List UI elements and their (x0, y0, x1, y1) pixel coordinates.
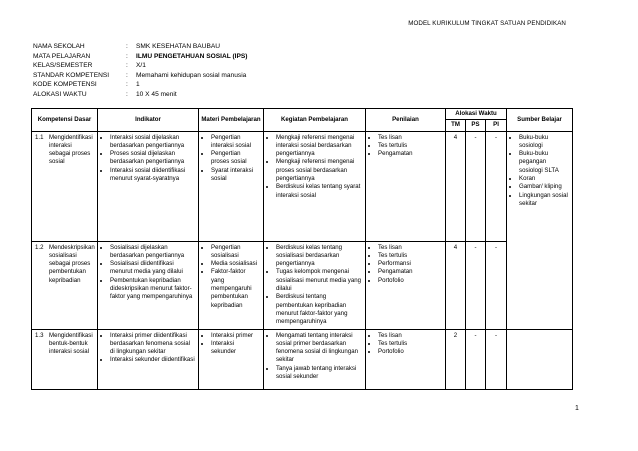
penilaian-item: • Pengamatan (378, 150, 442, 158)
meta-colon: : (126, 81, 128, 88)
indikator-item: • Interaksi sosial dijelaskan berdasarkan pengertiannya (110, 134, 195, 151)
indikator-cell (98, 131, 199, 241)
meta-colon: : (126, 71, 128, 79)
materi-cell (199, 329, 264, 389)
kegiatan-item: • Berdiskusi kelas tentang syarat interaksi sosial (276, 183, 362, 200)
kd-number: 1.1 (35, 133, 44, 141)
indikator-item: • Interaksi primer diidentifikasi berdasarkan fenomena sosial di lingkungan sekitar (110, 332, 195, 357)
ps-cell: - (466, 241, 486, 329)
materi-list (202, 244, 260, 310)
kompetensi-dasar-cell (32, 131, 98, 241)
kegiatan-list (267, 134, 362, 200)
indikator-item: • Interaksi sosial diidentifikasi menurut syarat-syaratnya (110, 167, 195, 184)
kegiatan-list (267, 332, 362, 382)
kegiatan-item: • Mengamati tentang interaksi sosial primer berdasarkan fenomena sosial di lingkungan sekitar (276, 332, 362, 365)
materi-item: • Syarat interaksi sosial (211, 167, 260, 184)
penilaian-item: • Tes tertulis (378, 142, 442, 150)
materi-cell (199, 241, 264, 329)
penilaian-item: • Portofolio (378, 348, 442, 356)
penilaian-item: • Portofolio (378, 277, 442, 285)
kegiatan-item: • Mengkaji referensi mengenai interaksi sosial berdasarkan pengertiannya (276, 134, 362, 159)
header-materi: Materi Pembelajaran (199, 109, 264, 132)
materi-item: • Pengertian proses sosial (211, 150, 260, 167)
pi-cell: - (486, 241, 507, 329)
indikator-item: • Sosialisasi diidentifikasi menurut media yang dilalui (110, 260, 195, 277)
penilaian-cell (366, 241, 446, 329)
indikator-item: • Pembentukan kepribadian dideskripsikan menurut faktor-faktor yang mempengaruhinya (110, 277, 195, 302)
table-row (32, 241, 573, 329)
indikator-list (101, 134, 195, 184)
header-kompetensi-dasar: Kompetensi Dasar (32, 109, 98, 132)
meta-key: KELAS/SEMESTER (33, 62, 93, 69)
kegiatan-item: • Tanya jawab tentang interaksi sosial sekunder (276, 365, 362, 382)
penilaian-cell (366, 329, 446, 389)
kegiatan-item: • Tugas kelompok mengenai sosialisasi menurut media yang dilalui (276, 268, 362, 293)
syllabus-meta (33, 42, 248, 99)
header-sumber-belajar: Sumber Belajar (507, 109, 573, 132)
indikator-cell (98, 241, 199, 329)
header-tm: TM (446, 120, 466, 131)
sumber-belajar-cell (507, 329, 573, 389)
meta-colon: : (126, 90, 128, 98)
meta-value: Memahami kehidupan sosial manusia (136, 71, 247, 79)
penilaian-item: • Tes lisan (378, 244, 442, 252)
materi-item: • Media sosialisasi (211, 260, 260, 268)
tm-cell: 4 (446, 241, 466, 329)
meta-colon: : (126, 52, 128, 60)
kegiatan-cell (264, 131, 366, 241)
meta-value: 1 (136, 81, 140, 88)
meta-row (33, 90, 248, 100)
kegiatan-cell (264, 329, 366, 389)
meta-colon: : (126, 43, 128, 50)
header-alokasi-waktu: Alokasi Waktu (446, 109, 507, 120)
meta-value: SMK KESEHATAN BAUBAU (136, 43, 221, 50)
header-indikator: Indikator (98, 109, 199, 132)
ps-cell: - (466, 329, 486, 389)
penilaian-item: • Tes tertulis (378, 252, 442, 260)
sumber-item: • Buku-buku pegangan sosiologi SLTA (519, 150, 569, 175)
table-row (32, 329, 573, 389)
ps-cell: - (466, 131, 486, 241)
kd-number: 1.3 (35, 331, 44, 339)
kompetensi-dasar-cell (32, 241, 98, 329)
materi-item: • Faktor-faktor yang mempengaruhi pembentukan kepribadian (211, 268, 260, 309)
indikator-list (101, 244, 195, 302)
penilaian-item: • Tes lisan (378, 134, 442, 142)
meta-row (33, 80, 248, 90)
meta-row (33, 61, 248, 71)
meta-value: ILMU PENGETAHUAN SOSIAL (IPS) (136, 52, 248, 60)
pi-cell: - (486, 131, 507, 241)
meta-row (33, 71, 248, 81)
sumber-list (510, 134, 569, 209)
materi-item: • Interaksi sekunder (211, 340, 260, 357)
header-penilaian: Penilaian (366, 109, 446, 132)
meta-value: 10 X 45 menit (136, 90, 177, 98)
kegiatan-list (267, 244, 362, 327)
kegiatan-item: • Mengkaji referensi mengenai proses sosial berdasarkan pengertiannya (276, 158, 362, 183)
materi-list (202, 134, 260, 184)
kd-number: 1.2 (35, 243, 44, 251)
meta-row (33, 42, 248, 52)
kegiatan-cell (264, 241, 366, 329)
indikator-item: • Interaksi sekunder diidentifikasi (110, 356, 195, 364)
header-ps: PS (466, 120, 486, 131)
meta-value: X/1 (136, 62, 146, 69)
materi-list (202, 332, 260, 357)
meta-key: NAMA SEKOLAH (33, 43, 85, 50)
penilaian-list (369, 134, 442, 159)
meta-key: KODE KOMPETENSI (33, 81, 97, 88)
header-kegiatan: Kegiatan Pembelajaran (264, 109, 366, 132)
kegiatan-item: • Berdiskusi kelas tentang sosialisasi berdasarkan pengertiannya (276, 244, 362, 269)
tm-cell: 4 (446, 131, 466, 241)
materi-item: • Pengertian sosialisasi (211, 244, 260, 261)
table-row (32, 131, 573, 241)
page-number: 1 (575, 405, 579, 412)
sumber-item: • Koran (519, 175, 569, 183)
sumber-belajar-cell (507, 131, 573, 329)
penilaian-item: • Pengamatan (378, 268, 442, 276)
kd-text: Mendeskripsikan sosialisasi sebagai proses pembentukan kepribadian (49, 243, 95, 284)
kd-text: Mengidentifikasi interaksi sebagai proses sosial (49, 133, 93, 166)
penilaian-list (369, 332, 442, 357)
meta-key: STANDAR KOMPETENSI (33, 71, 110, 79)
tm-cell: 2 (446, 329, 466, 389)
kompetensi-dasar-cell (32, 329, 98, 389)
meta-row (33, 52, 248, 62)
indikator-item: • Proses sosial dijelaskan berdasarkan pengertiannya (110, 150, 195, 167)
syllabus-table (31, 108, 573, 390)
penilaian-item: • Performansi (378, 260, 442, 268)
pi-cell: - (486, 329, 507, 389)
indikator-list (101, 332, 195, 365)
penilaian-cell (366, 131, 446, 241)
materi-item: • Pengertian interaksi sosial (211, 134, 260, 151)
sumber-item: • Lingkungan sosial sekitar (519, 192, 569, 209)
sumber-item: • Gambar/ kliping (519, 183, 569, 191)
kd-text: Mengidentifikasi bentuk-bentuk interaksi sosial (49, 331, 93, 356)
materi-cell (199, 131, 264, 241)
meta-key: ALOKASI WAKTU (33, 90, 87, 98)
sumber-item: • Buku-buku sosiologi (519, 134, 569, 151)
kegiatan-item: • Berdiskusi tentang pembentukan kepribadian menurut faktor-faktor yang mempengaruhinya (276, 293, 362, 326)
materi-item: • Interaksi primer (211, 332, 260, 340)
penilaian-item: • Tes lisan (378, 332, 442, 340)
document-header-title: MODEL KURIKULUM TINGKAT SATUAN PENDIDIKAN (408, 20, 566, 27)
penilaian-item: • Tes tertulis (378, 340, 442, 348)
header-pi: PI (486, 120, 507, 131)
meta-colon: : (126, 62, 128, 69)
indikator-cell (98, 329, 199, 389)
penilaian-list (369, 244, 442, 285)
indikator-item: • Sosialisasi dijelaskan berdasarkan pengertiannya (110, 244, 195, 261)
meta-key: MATA PELAJARAN (33, 52, 91, 60)
